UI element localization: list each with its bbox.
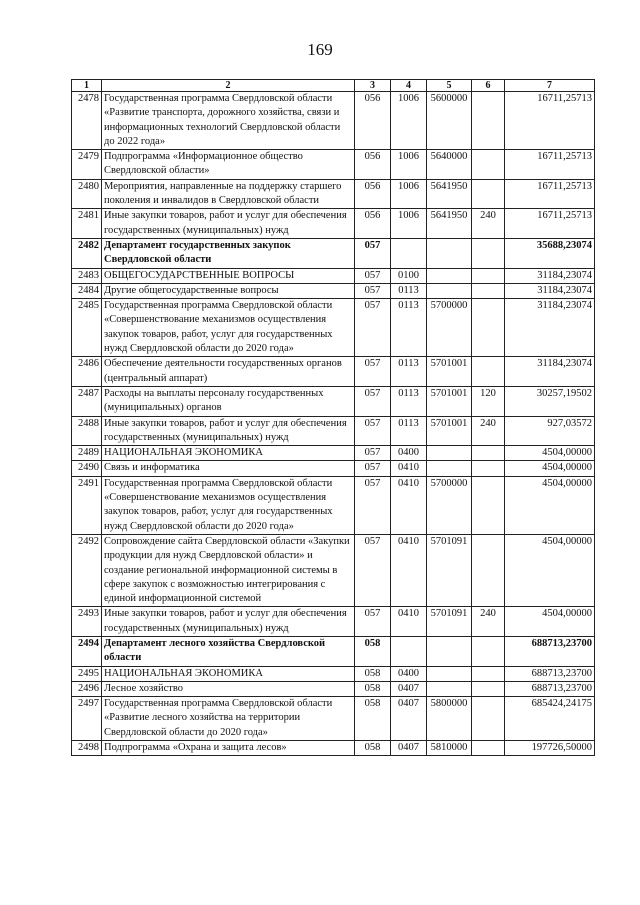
row-expense-type bbox=[472, 476, 505, 534]
row-target-code bbox=[427, 461, 472, 476]
row-section-code: 0400 bbox=[391, 446, 427, 461]
row-expense-type: 240 bbox=[472, 416, 505, 446]
row-section-code: 0400 bbox=[391, 666, 427, 681]
row-number: 2497 bbox=[72, 697, 102, 741]
row-name: Департамент государственных закупок Свердловской области bbox=[102, 238, 355, 268]
row-expense-type bbox=[472, 179, 505, 209]
row-ministry-code: 057 bbox=[355, 268, 391, 283]
row-name: Подпрограмма «Информационное общество Свердловской области» bbox=[102, 150, 355, 180]
row-amount: 31184,23074 bbox=[505, 357, 595, 387]
row-ministry-code: 056 bbox=[355, 150, 391, 180]
row-section-code: 1006 bbox=[391, 209, 427, 239]
row-amount: 31184,23074 bbox=[505, 283, 595, 298]
row-section-code: 0113 bbox=[391, 386, 427, 416]
row-amount: 4504,00000 bbox=[505, 607, 595, 637]
header-col-3: 3 bbox=[355, 80, 391, 92]
row-amount: 197726,50000 bbox=[505, 741, 595, 756]
row-name: НАЦИОНАЛЬНАЯ ЭКОНОМИКА bbox=[102, 446, 355, 461]
row-ministry-code: 057 bbox=[355, 607, 391, 637]
table-header-row bbox=[72, 80, 595, 92]
row-number: 2494 bbox=[72, 636, 102, 666]
row-amount: 35688,23074 bbox=[505, 238, 595, 268]
table-row bbox=[72, 238, 595, 268]
row-expense-type bbox=[472, 681, 505, 696]
row-name: Государственная программа Свердловской области «Развитие лесного хозяйства на территории Свердловской области до 2020 года» bbox=[102, 697, 355, 741]
row-ministry-code: 056 bbox=[355, 92, 391, 150]
table-body bbox=[72, 92, 595, 756]
header-col-5: 5 bbox=[427, 80, 472, 92]
row-target-code: 5640000 bbox=[427, 150, 472, 180]
row-ministry-code: 057 bbox=[355, 299, 391, 357]
row-number: 2483 bbox=[72, 268, 102, 283]
row-name: Иные закупки товаров, работ и услуг для обеспечения государственных (муниципальных) нужд bbox=[102, 209, 355, 239]
table-row bbox=[72, 299, 595, 357]
row-number: 2491 bbox=[72, 476, 102, 534]
row-section-code: 0410 bbox=[391, 607, 427, 637]
row-amount: 31184,23074 bbox=[505, 299, 595, 357]
row-name: Государственная программа Свердловской области «Развитие транспорта, дорожного хозяйства, связи и информационных технологий Свердловской области до 2022 года» bbox=[102, 92, 355, 150]
row-section-code: 0113 bbox=[391, 357, 427, 387]
row-target-code: 5641950 bbox=[427, 209, 472, 239]
row-expense-type bbox=[472, 150, 505, 180]
row-ministry-code: 057 bbox=[355, 476, 391, 534]
row-number: 2485 bbox=[72, 299, 102, 357]
row-target-code bbox=[427, 446, 472, 461]
row-section-code: 0410 bbox=[391, 534, 427, 606]
row-target-code: 5600000 bbox=[427, 92, 472, 150]
header-col-1: 1 bbox=[72, 80, 102, 92]
row-amount: 927,03572 bbox=[505, 416, 595, 446]
row-name: Связь и информатика bbox=[102, 461, 355, 476]
row-expense-type bbox=[472, 283, 505, 298]
row-section-code: 0407 bbox=[391, 697, 427, 741]
row-section-code: 0113 bbox=[391, 416, 427, 446]
row-target-code bbox=[427, 283, 472, 298]
row-amount: 688713,23700 bbox=[505, 636, 595, 666]
row-name: Иные закупки товаров, работ и услуг для обеспечения государственных (муниципальных) нужд bbox=[102, 416, 355, 446]
row-expense-type bbox=[472, 238, 505, 268]
row-target-code: 5701091 bbox=[427, 534, 472, 606]
row-number: 2489 bbox=[72, 446, 102, 461]
table-row bbox=[72, 681, 595, 696]
row-name: Департамент лесного хозяйства Свердловской области bbox=[102, 636, 355, 666]
page-number: 169 bbox=[307, 40, 333, 59]
row-target-code bbox=[427, 666, 472, 681]
table-row bbox=[72, 92, 595, 150]
table-row bbox=[72, 268, 595, 283]
row-target-code: 5701001 bbox=[427, 386, 472, 416]
row-number: 2492 bbox=[72, 534, 102, 606]
header-col-6: 6 bbox=[472, 80, 505, 92]
row-ministry-code: 057 bbox=[355, 386, 391, 416]
row-number: 2490 bbox=[72, 461, 102, 476]
row-amount: 31184,23074 bbox=[505, 268, 595, 283]
row-name: Мероприятия, направленные на поддержку старшего поколения и инвалидов в Свердловской области bbox=[102, 179, 355, 209]
row-ministry-code: 057 bbox=[355, 416, 391, 446]
row-target-code bbox=[427, 681, 472, 696]
row-expense-type bbox=[472, 461, 505, 476]
table-row bbox=[72, 697, 595, 741]
row-expense-type bbox=[472, 534, 505, 606]
row-name: НАЦИОНАЛЬНАЯ ЭКОНОМИКА bbox=[102, 666, 355, 681]
row-target-code: 5641950 bbox=[427, 179, 472, 209]
row-ministry-code: 058 bbox=[355, 636, 391, 666]
row-target-code bbox=[427, 268, 472, 283]
row-target-code: 5700000 bbox=[427, 299, 472, 357]
row-expense-type bbox=[472, 268, 505, 283]
row-section-code: 1006 bbox=[391, 92, 427, 150]
table-row bbox=[72, 534, 595, 606]
header-col-4: 4 bbox=[391, 80, 427, 92]
row-name: Расходы на выплаты персоналу государственных (муниципальных) органов bbox=[102, 386, 355, 416]
row-name: Государственная программа Свердловской области «Совершенствование механизмов осуществления закупок товаров, работ, услуг для государственных нужд Свердловской области до 2020 года» bbox=[102, 476, 355, 534]
row-expense-type bbox=[472, 666, 505, 681]
table-row bbox=[72, 476, 595, 534]
row-name: Государственная программа Свердловской области «Совершенствование механизмов осуществления закупок товаров, работ, услуг для государственных нужд Свердловской области до 2020 года» bbox=[102, 299, 355, 357]
row-number: 2482 bbox=[72, 238, 102, 268]
row-number: 2487 bbox=[72, 386, 102, 416]
row-name: ОБЩЕГОСУДАРСТВЕННЫЕ ВОПРОСЫ bbox=[102, 268, 355, 283]
row-section-code: 0113 bbox=[391, 283, 427, 298]
header-col-2: 2 bbox=[102, 80, 355, 92]
table-row bbox=[72, 283, 595, 298]
row-expense-type bbox=[472, 636, 505, 666]
row-target-code: 5701001 bbox=[427, 357, 472, 387]
row-target-code: 5810000 bbox=[427, 741, 472, 756]
row-target-code: 5700000 bbox=[427, 476, 472, 534]
row-name: Другие общегосударственные вопросы bbox=[102, 283, 355, 298]
row-section-code: 0410 bbox=[391, 476, 427, 534]
row-number: 2481 bbox=[72, 209, 102, 239]
row-ministry-code: 058 bbox=[355, 697, 391, 741]
row-section-code: 1006 bbox=[391, 150, 427, 180]
row-amount: 4504,00000 bbox=[505, 476, 595, 534]
row-amount: 688713,23700 bbox=[505, 681, 595, 696]
row-amount: 16711,25713 bbox=[505, 92, 595, 150]
table-row bbox=[72, 461, 595, 476]
table-row bbox=[72, 209, 595, 239]
row-expense-type bbox=[472, 92, 505, 150]
row-number: 2480 bbox=[72, 179, 102, 209]
table-row bbox=[72, 150, 595, 180]
row-ministry-code: 058 bbox=[355, 681, 391, 696]
row-amount: 4504,00000 bbox=[505, 461, 595, 476]
row-section-code: 0407 bbox=[391, 741, 427, 756]
row-number: 2496 bbox=[72, 681, 102, 696]
table-row bbox=[72, 446, 595, 461]
row-ministry-code: 058 bbox=[355, 741, 391, 756]
row-section-code: 0113 bbox=[391, 299, 427, 357]
row-amount: 685424,24175 bbox=[505, 697, 595, 741]
row-section-code bbox=[391, 636, 427, 666]
row-number: 2484 bbox=[72, 283, 102, 298]
table-row bbox=[72, 636, 595, 666]
row-expense-type bbox=[472, 741, 505, 756]
row-expense-type bbox=[472, 697, 505, 741]
row-ministry-code: 056 bbox=[355, 209, 391, 239]
table-row bbox=[72, 386, 595, 416]
row-target-code bbox=[427, 238, 472, 268]
row-amount: 688713,23700 bbox=[505, 666, 595, 681]
table-row bbox=[72, 416, 595, 446]
row-number: 2479 bbox=[72, 150, 102, 180]
row-number: 2495 bbox=[72, 666, 102, 681]
row-amount: 16711,25713 bbox=[505, 209, 595, 239]
row-amount: 16711,25713 bbox=[505, 179, 595, 209]
row-expense-type bbox=[472, 299, 505, 357]
row-section-code: 0410 bbox=[391, 461, 427, 476]
row-amount: 16711,25713 bbox=[505, 150, 595, 180]
budget-table bbox=[71, 79, 595, 756]
row-name: Обеспечение деятельности государственных органов (центральный аппарат) bbox=[102, 357, 355, 387]
row-section-code bbox=[391, 238, 427, 268]
row-amount: 4504,00000 bbox=[505, 446, 595, 461]
row-number: 2478 bbox=[72, 92, 102, 150]
row-ministry-code: 057 bbox=[355, 283, 391, 298]
row-ministry-code: 057 bbox=[355, 446, 391, 461]
row-amount: 4504,00000 bbox=[505, 534, 595, 606]
table-row bbox=[72, 741, 595, 756]
row-section-code: 1006 bbox=[391, 179, 427, 209]
row-ministry-code: 057 bbox=[355, 238, 391, 268]
row-name: Сопровождение сайта Свердловской области «Закупки продукции для нужд Свердловской области» и создание региональной информационной системы в сфере закупок с возможностью интегрирования с единой информационной системой bbox=[102, 534, 355, 606]
row-ministry-code: 057 bbox=[355, 357, 391, 387]
row-ministry-code: 058 bbox=[355, 666, 391, 681]
row-ministry-code: 056 bbox=[355, 179, 391, 209]
row-target-code bbox=[427, 636, 472, 666]
row-target-code: 5701091 bbox=[427, 607, 472, 637]
row-expense-type: 240 bbox=[472, 607, 505, 637]
header-col-7: 7 bbox=[505, 80, 595, 92]
row-name: Лесное хозяйство bbox=[102, 681, 355, 696]
row-expense-type: 240 bbox=[472, 209, 505, 239]
row-target-code: 5800000 bbox=[427, 697, 472, 741]
row-section-code: 0407 bbox=[391, 681, 427, 696]
row-section-code: 0100 bbox=[391, 268, 427, 283]
row-target-code: 5701001 bbox=[427, 416, 472, 446]
row-number: 2493 bbox=[72, 607, 102, 637]
row-expense-type bbox=[472, 357, 505, 387]
row-name: Иные закупки товаров, работ и услуг для обеспечения государственных (муниципальных) нужд bbox=[102, 607, 355, 637]
table-row bbox=[72, 179, 595, 209]
row-ministry-code: 057 bbox=[355, 461, 391, 476]
row-ministry-code: 057 bbox=[355, 534, 391, 606]
row-amount: 30257,19502 bbox=[505, 386, 595, 416]
table-row bbox=[72, 666, 595, 681]
row-number: 2486 bbox=[72, 357, 102, 387]
table-row bbox=[72, 607, 595, 637]
row-expense-type: 120 bbox=[472, 386, 505, 416]
row-name: Подпрограмма «Охрана и защита лесов» bbox=[102, 741, 355, 756]
table-row bbox=[72, 357, 595, 387]
row-number: 2498 bbox=[72, 741, 102, 756]
row-expense-type bbox=[472, 446, 505, 461]
row-number: 2488 bbox=[72, 416, 102, 446]
